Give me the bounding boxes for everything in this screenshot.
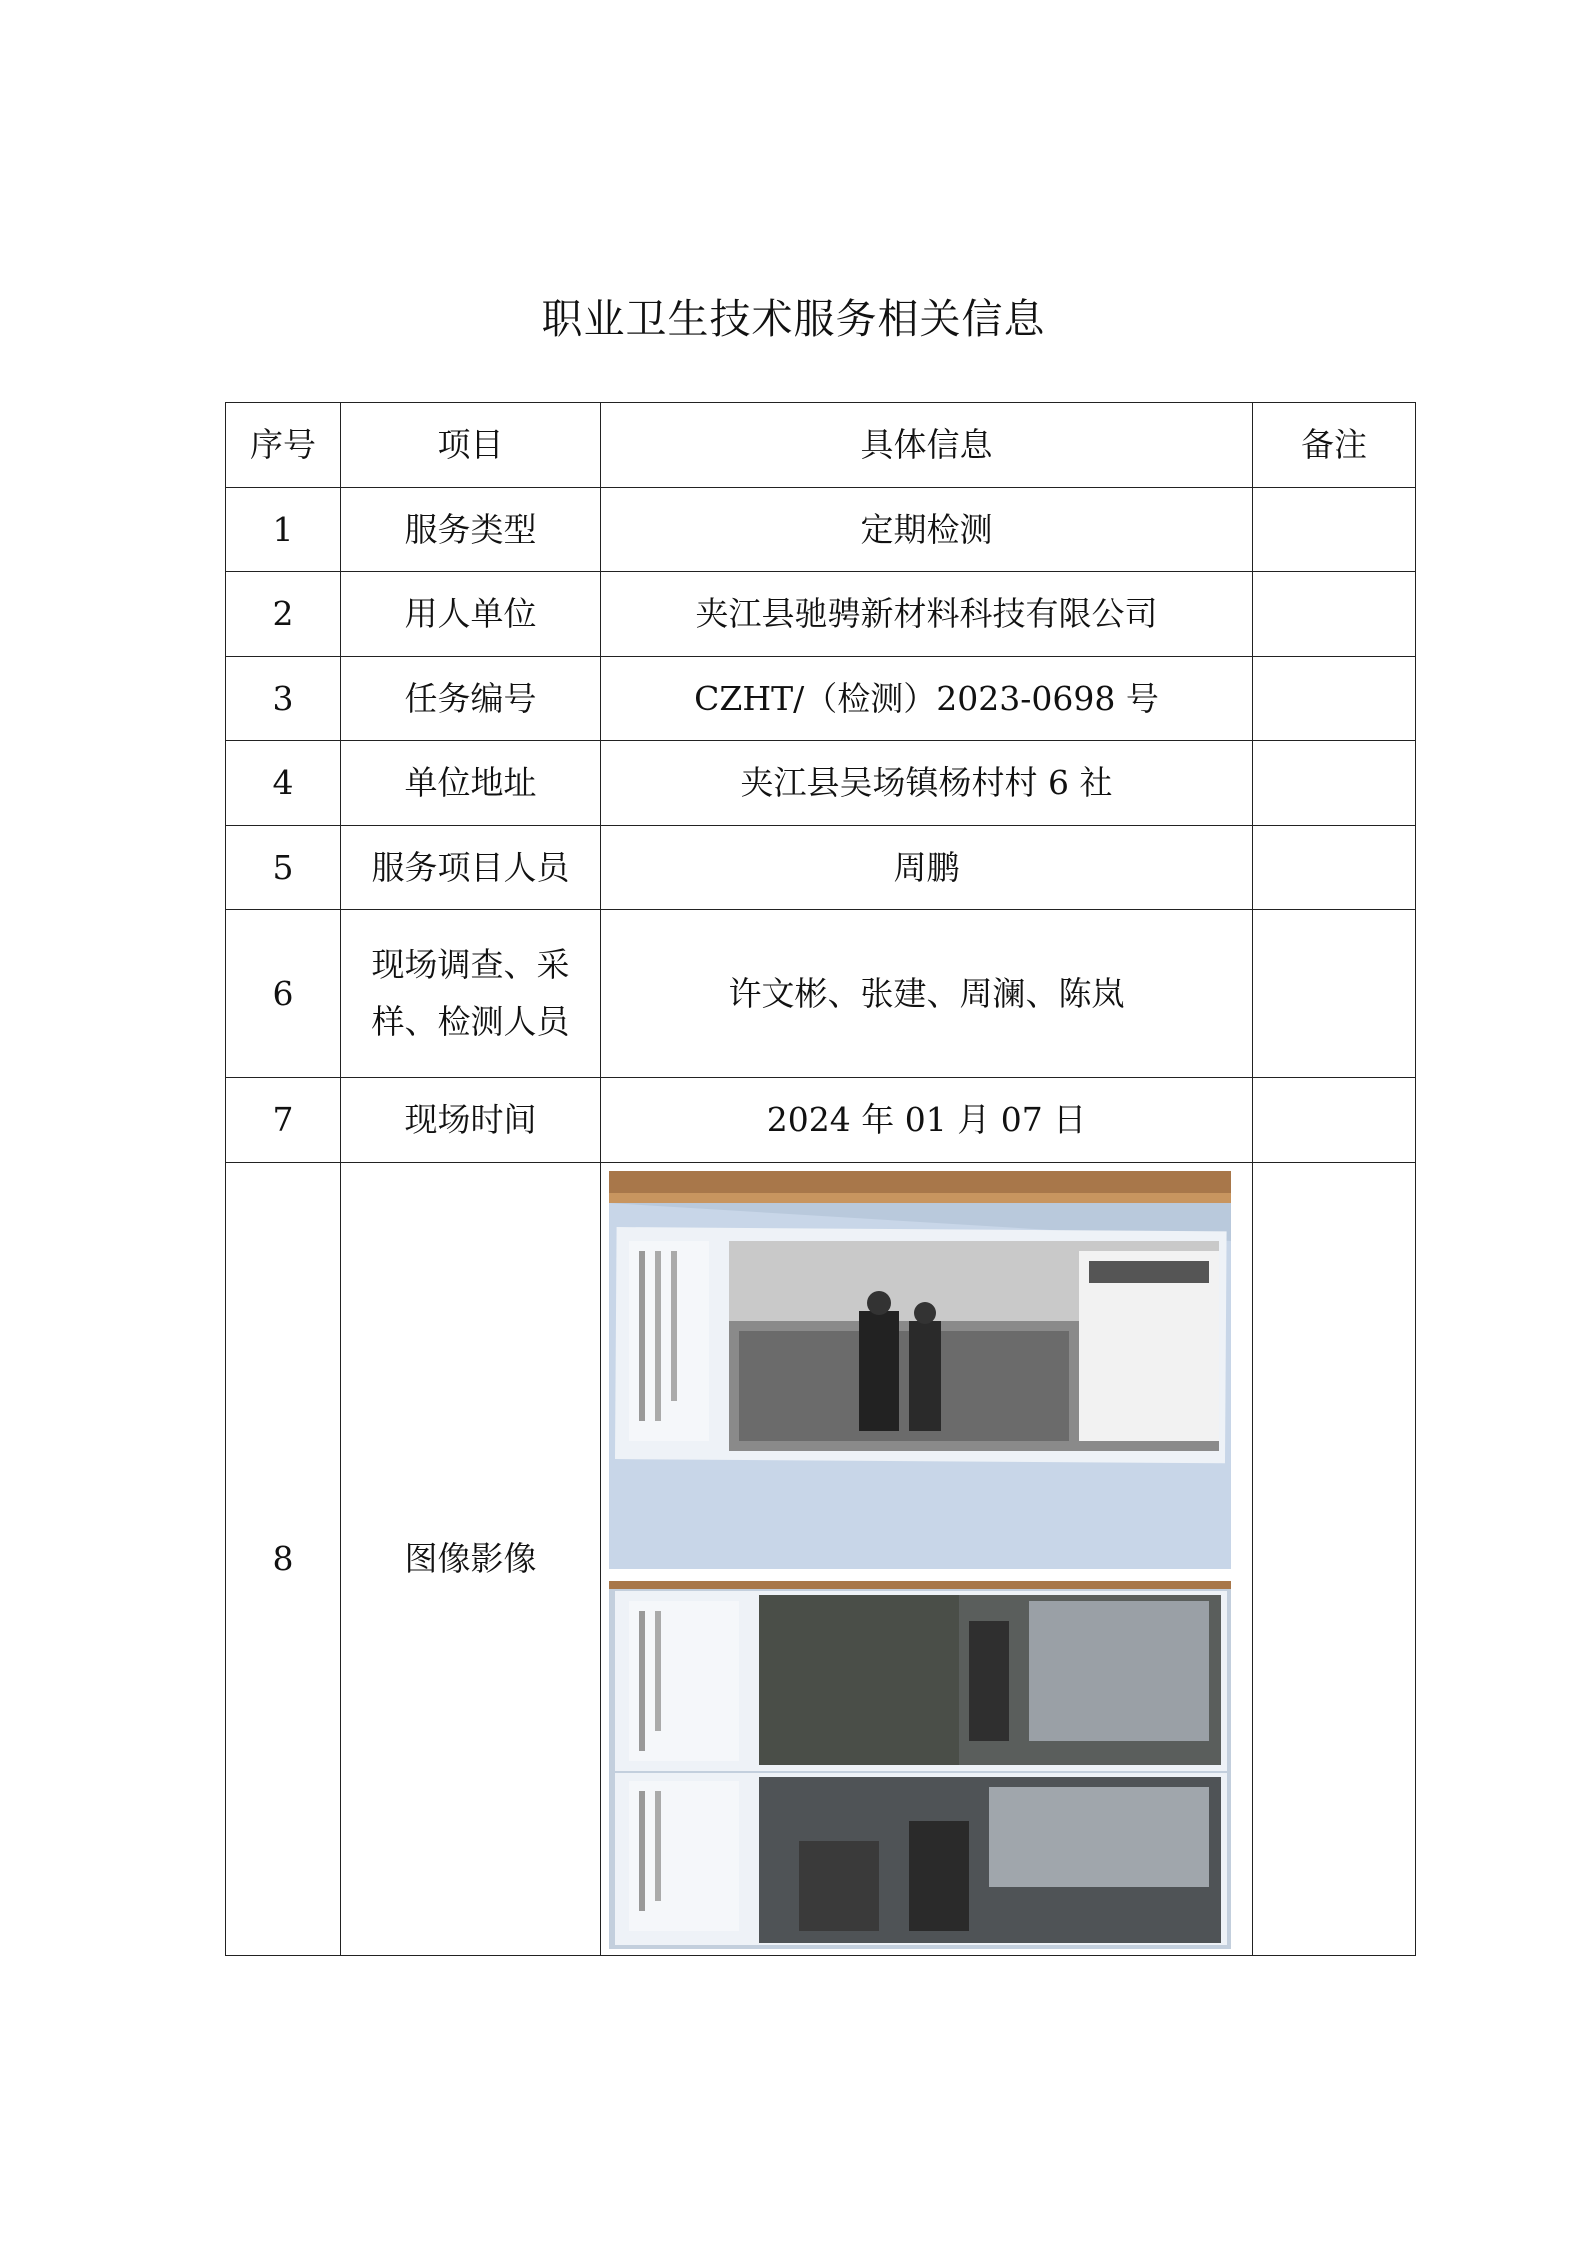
table-row	[226, 910, 1416, 1078]
row-images	[601, 1162, 1253, 1955]
row-item: 现场时间	[341, 1078, 601, 1163]
row-item: 现场调查、采样、检测人员	[341, 910, 601, 1078]
table-row	[226, 572, 1416, 657]
row-note	[1253, 1078, 1416, 1163]
table-row	[226, 487, 1416, 572]
row-note	[1253, 825, 1416, 910]
row-info: 夹江县吴场镇杨村村 6 社	[601, 741, 1253, 826]
row-note	[1253, 487, 1416, 572]
row-note	[1253, 741, 1416, 826]
row-info: 周鹏	[601, 825, 1253, 910]
row-no: 8	[226, 1162, 341, 1955]
row-no: 7	[226, 1078, 341, 1163]
table-row	[226, 1078, 1416, 1163]
table-header-row	[226, 403, 1416, 488]
row-item: 单位地址	[341, 741, 601, 826]
row-no: 3	[226, 656, 341, 741]
row-note	[1253, 910, 1416, 1078]
row-note	[1253, 656, 1416, 741]
row-no: 2	[226, 572, 341, 657]
row-info: CZHT/（检测）2023-0698 号	[601, 656, 1253, 741]
row-info: 许文彬、张建、周澜、陈岚	[601, 910, 1253, 1078]
table-row	[226, 825, 1416, 910]
row-item: 图像影像	[341, 1162, 601, 1955]
table-row	[226, 656, 1416, 741]
header-note: 备注	[1253, 403, 1416, 488]
row-note	[1253, 572, 1416, 657]
row-no: 1	[226, 487, 341, 572]
row-no: 6	[226, 910, 341, 1078]
header-item: 项目	[341, 403, 601, 488]
page-title: 职业卫生技术服务相关信息	[541, 295, 1046, 343]
header-info: 具体信息	[601, 403, 1253, 488]
row-info: 定期检测	[601, 487, 1253, 572]
header-no: 序号	[226, 403, 341, 488]
row-item: 用人单位	[341, 572, 601, 657]
table-row	[226, 741, 1416, 826]
row-info: 2024 年 01 月 07 日	[601, 1078, 1253, 1163]
site-photo-entrance	[609, 1171, 1231, 1569]
row-note	[1253, 1162, 1416, 1955]
info-table	[225, 402, 1416, 1956]
table-row	[226, 1162, 1416, 1955]
site-photo-workshop	[609, 1581, 1231, 1949]
row-info: 夹江县驰骋新材料科技有限公司	[601, 572, 1253, 657]
row-no: 5	[226, 825, 341, 910]
row-item: 任务编号	[341, 656, 601, 741]
row-item: 服务类型	[341, 487, 601, 572]
row-no: 4	[226, 741, 341, 826]
row-item: 服务项目人员	[341, 825, 601, 910]
